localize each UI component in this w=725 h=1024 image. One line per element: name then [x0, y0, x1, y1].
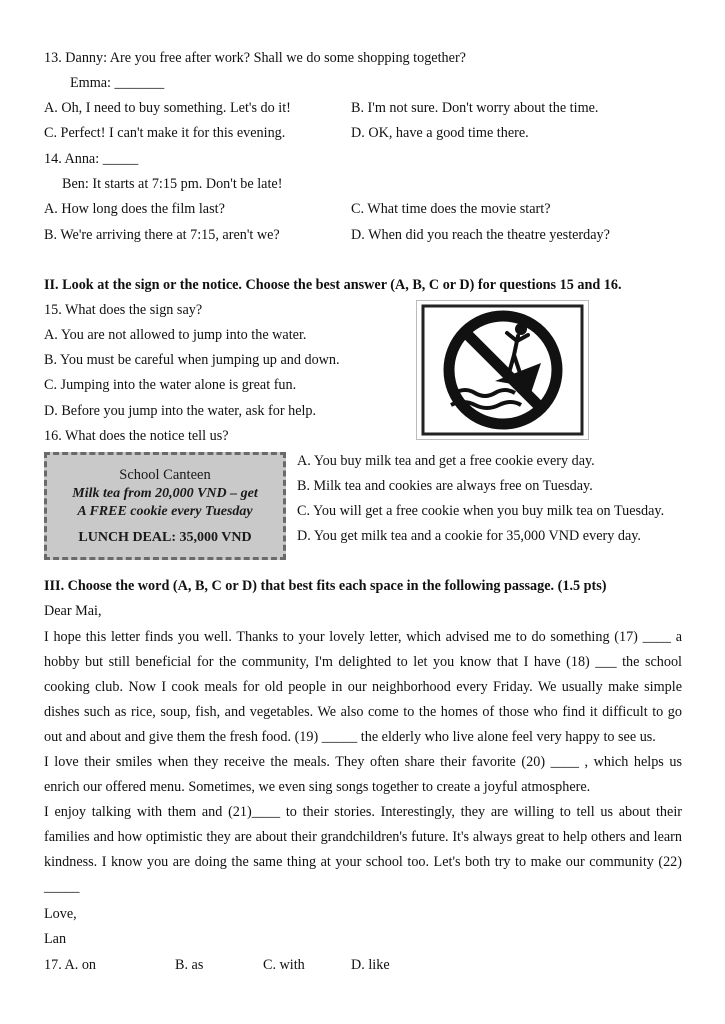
q17-option-b: B. as	[175, 957, 204, 973]
q14-option-d: D. When did you reach the theatre yesterday?	[351, 227, 610, 243]
notice-line-2: A FREE cookie every Tuesday	[77, 504, 253, 519]
q13-option-c: C. Perfect! I can't make it for this evening.	[44, 125, 286, 141]
q16-stem: 16. What does the notice tell us?	[44, 428, 229, 444]
q14-option-a: A. How long does the film last?	[44, 201, 225, 217]
q13-option-d: D. OK, have a good time there.	[351, 125, 529, 141]
no-diving-sign-image	[416, 300, 589, 440]
letter-closing: Love,	[44, 906, 77, 922]
q15-option-b: B. You must be careful when jumping up and down.	[44, 352, 340, 368]
letter-paragraph-2: I love their smiles when they receive the meals. They often share their favorite (20) ____ , which helps us enrich our offered menu. Sometimes, we even sing songs together to create a joyful atmosphere.	[44, 754, 682, 795]
q13-option-a: A. Oh, I need to buy something. Let's do it!	[44, 100, 291, 116]
section-3-heading: III. Choose the word (A, B, C or D) that best fits each space in the following passage. (1.5 pts)	[44, 578, 607, 594]
section-2-heading: II. Look at the sign or the notice. Choose the best answer (A, B, C or D) for questions 15 and 16.	[44, 277, 622, 293]
letter-signature: Lan	[44, 931, 67, 947]
canteen-notice-image	[44, 452, 286, 560]
notice-title: School Canteen	[119, 467, 211, 483]
q16-option-a: A. You buy milk tea and get a free cookie every day.	[297, 453, 595, 469]
q16-option-c: C. You will get a free cookie when you buy milk tea on Tuesday.	[297, 503, 665, 519]
q17-option-a: 17. A. on	[44, 957, 97, 973]
q15-stem: 15. What does the sign say?	[44, 302, 203, 318]
q17-option-c: C. with	[263, 957, 305, 973]
q15-option-d: D. Before you jump into the water, ask for help.	[44, 403, 317, 419]
q14-reply: Ben: It starts at 7:15 pm. Don't be late!	[62, 176, 283, 192]
letter-greeting: Dear Mai,	[44, 603, 102, 619]
q17-option-d: D. like	[351, 957, 390, 973]
q15-option-c: C. Jumping into the water alone is great fun.	[44, 377, 297, 393]
q16-option-b: B. Milk tea and cookies are always free on Tuesday.	[297, 478, 593, 494]
q15-option-a: A. You are not allowed to jump into the water.	[44, 327, 307, 343]
q13-reply: Emma: _______	[70, 75, 165, 91]
no-diving-icon	[417, 301, 588, 439]
letter-paragraph-3: I enjoy talking with them and (21)____ to their stories. Interestingly, they are willing to tell us about their families and how optimistic they are about their grandchildren's future. It's always great to help others and learn kindness. I know you are doing the same thing at your school too. Let's both try to make our community (22) _____	[44, 804, 682, 895]
q13-option-b: B. I'm not sure. Don't worry about the time.	[351, 100, 599, 116]
notice-line-1: Milk tea from 20,000 VND – get	[72, 486, 258, 501]
q13-stem: 13. Danny: Are you free after work? Shall we do some shopping together?	[44, 50, 466, 66]
notice-line-3: LUNCH DEAL: 35,000 VND	[78, 530, 252, 545]
q16-option-d: D. You get milk tea and a cookie for 35,000 VND every day.	[297, 528, 641, 544]
q14-option-c: C. What time does the movie start?	[351, 201, 551, 217]
letter-paragraph-1: I hope this letter finds you well. Thanks to your lovely letter, which advised me to do something (17) ____ a hobby but still beneficial for the community, I'm delighted to let you know that I have (18) ___ the school cooking club. Now I cook meals for old people in our neighborhood every Friday. We usually make simple dishes such as rice, soup, fish, and vegetables. We also come to the homes of those who find it difficult to go out and about and give them the fresh food. (19) _____ the elderly who live alone feel very happy to see us.	[44, 629, 682, 745]
q14-stem: 14. Anna: _____	[44, 151, 139, 167]
q14-option-b: B. We're arriving there at 7:15, aren't we?	[44, 227, 280, 243]
